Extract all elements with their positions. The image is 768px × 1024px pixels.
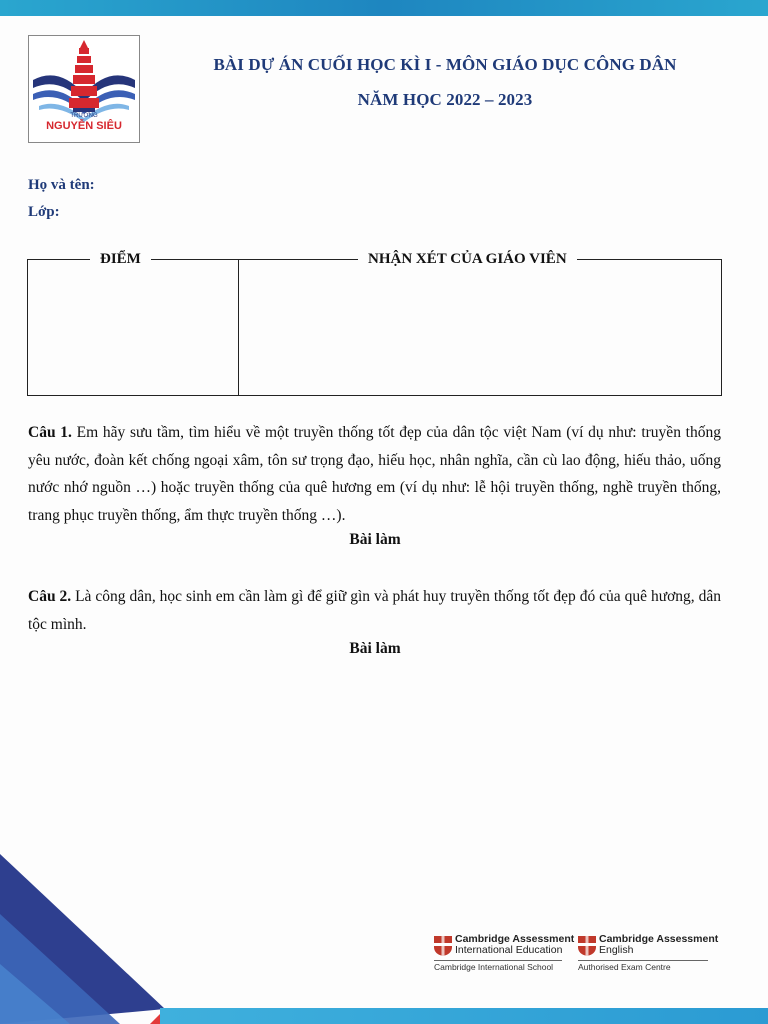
logo-school-name: NGUYỄN SIÊU: [46, 120, 122, 132]
logo-school-label: TRƯỜNG: [70, 113, 98, 119]
bottom-accent-bar: [160, 1008, 768, 1024]
cambridge-english-name-line1: Cambridge Assessment: [599, 933, 719, 945]
cambridge-english-name: [599, 934, 718, 956]
school-year: NĂM HỌC 2022 – 2023: [357, 90, 533, 109]
teacher-comment-header: NHẬN XÉT CỦA GIÁO VIÊN: [358, 249, 577, 269]
question-2: [28, 583, 721, 638]
question-2-answer-label: Bài làm: [349, 640, 401, 657]
cambridge-english-sub: Authorised Exam Centre: [578, 962, 671, 972]
cambridge-english-rule: [578, 960, 708, 961]
cambridge-international-sub: Cambridge International School: [434, 962, 554, 972]
question-1: [28, 419, 721, 529]
student-name-label: Họ và tên:: [28, 177, 95, 193]
cambridge-english-name-line2: English: [599, 944, 634, 956]
question-2-text: Là công dân, học sinh em cần làm gì để giữ gìn và phát huy truyền thống tốt đẹp đó của quê hương, dân tộc mình.: [28, 588, 721, 633]
student-class-label: Lớp:: [28, 204, 60, 220]
school-logo: [28, 35, 140, 143]
score-cell[interactable]: [28, 260, 238, 395]
question-1-answer-label: Bài làm: [349, 531, 401, 548]
question-1-text: Em hãy sưu tầm, tìm hiểu về một truyền thống tốt đẹp của dân tộc việt Nam (ví dụ như: truyền thống yêu nước, đoàn kết chống ngoại xâm, tôn sư trọng đạo, hiếu học, nhân nghĩa, cần cù lao động, hiếu thảo, uống nước nhớ nguồn …) hoặc truyền thống của quê hương em (ví dụ như: lễ hội truyền thống, nghề truyền thống, trang phục truyền thống, ẩm thực truyền thống …).: [28, 424, 721, 524]
score-header: ĐIỂM: [90, 249, 151, 269]
question-2-number: Câu 2.: [28, 588, 72, 605]
teacher-comment-cell[interactable]: [239, 260, 721, 395]
cambridge-international-name-line1: Cambridge Assessment: [455, 933, 575, 945]
corner-decoration: [0, 854, 180, 1024]
cambridge-shield-icon: [434, 936, 452, 956]
cambridge-international-name: [455, 934, 574, 956]
grade-table: [27, 251, 722, 396]
document-title: BÀI DỰ ÁN CUỐI HỌC KÌ I - MÔN GIÁO DỤC CÔNG DÂN: [213, 55, 677, 74]
cambridge-shield-icon: [578, 936, 596, 956]
cambridge-international-name-line2: International Education: [455, 944, 563, 956]
top-accent-bar: [0, 0, 768, 16]
question-1-number: Câu 1.: [28, 424, 72, 441]
cambridge-international-rule: [434, 960, 562, 961]
